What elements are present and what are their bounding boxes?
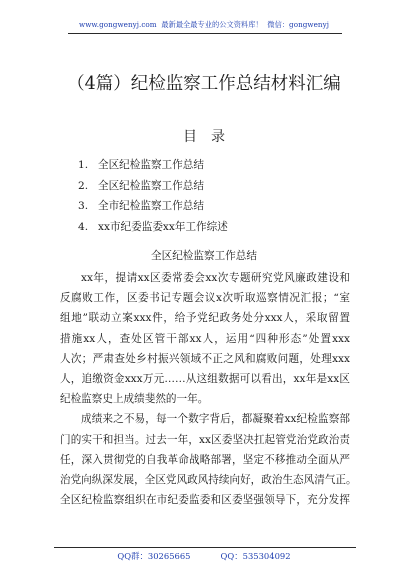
toc-item-number: 2.	[78, 179, 89, 192]
body-line: 成绩来之不易，每一个数字背后，都凝聚着xx纪检监察部	[81, 413, 350, 426]
footer-qq-group: QQ群：30265665	[117, 551, 191, 561]
footer-divider	[54, 547, 356, 548]
section-title: 全区纪检监察工作总结	[151, 250, 257, 262]
toc-item-number: 4.	[78, 220, 89, 233]
toc-item[interactable]	[78, 217, 228, 238]
footer-qq: QQ：535304092	[220, 551, 291, 561]
body-line: 反腐败工作，区委书记专题会议x次听取巡察情况汇报；“室	[60, 292, 350, 305]
document-title: （4篇）纪检监察工作总结材料汇编	[67, 74, 341, 94]
body-line: 纪检监察史上成绩斐然的一年。	[60, 393, 209, 406]
toc-item-text: 全区纪检监察工作总结	[98, 179, 204, 192]
toc-item-text: 全市纪检监察工作总结	[98, 200, 204, 213]
body-line: 组地”联动立案xxx件，给予党纪政务处分xxx人，采取留置	[60, 312, 350, 325]
body-line: 门的实干和担当。过去一年，xx区委坚决扛起管党治党政治责	[60, 433, 350, 446]
body-line: 人次；严肃查处乡村振兴领域不正之风和腐败问题，处理xxx	[60, 352, 350, 365]
toc-item-text: xx市纪委监委xx年工作综述	[98, 220, 228, 233]
body-line: xx年，提请xx区委常委会xx次专题研究党风廉政建设和	[81, 272, 350, 284]
toc-item-text: 全区纪检监察工作总结	[98, 159, 204, 171]
body-line: 人，追缴资金xxx万元……从这组数据可以看出，xx年是xx区	[60, 373, 350, 386]
body-line: 全区纪检监察组织在市纪委监委和区委坚强领导下，充分发挥	[60, 494, 350, 507]
toc-item-number: 3.	[78, 200, 89, 213]
toc-item[interactable]	[78, 196, 228, 217]
toc-item-number: 1.	[78, 159, 89, 171]
page-footer	[0, 550, 408, 562]
header-wechat: 微信：gongwenyj	[267, 20, 329, 29]
toc-heading: 目录	[183, 129, 239, 145]
section-body	[60, 268, 357, 510]
body-line: 任，深入贯彻党的自我革命战略部署，坚定不移推动全面从严	[60, 453, 350, 466]
body-line: 措施xx人，查处区管干部xx人，运用“四种形态”处置xxx	[60, 332, 350, 345]
body-line: 治党向纵深发展，全区党风政风持续向好，政治生态风清气正。	[60, 474, 357, 487]
page-header	[50, 20, 358, 30]
header-slogan: 最新最全最专业的公文资料库！	[161, 20, 263, 29]
toc-item[interactable]	[78, 176, 228, 197]
header-site[interactable]: www.gongwenyj.com	[79, 20, 157, 29]
toc-item[interactable]	[78, 155, 228, 176]
header-divider	[68, 33, 342, 34]
table-of-contents	[78, 155, 228, 237]
